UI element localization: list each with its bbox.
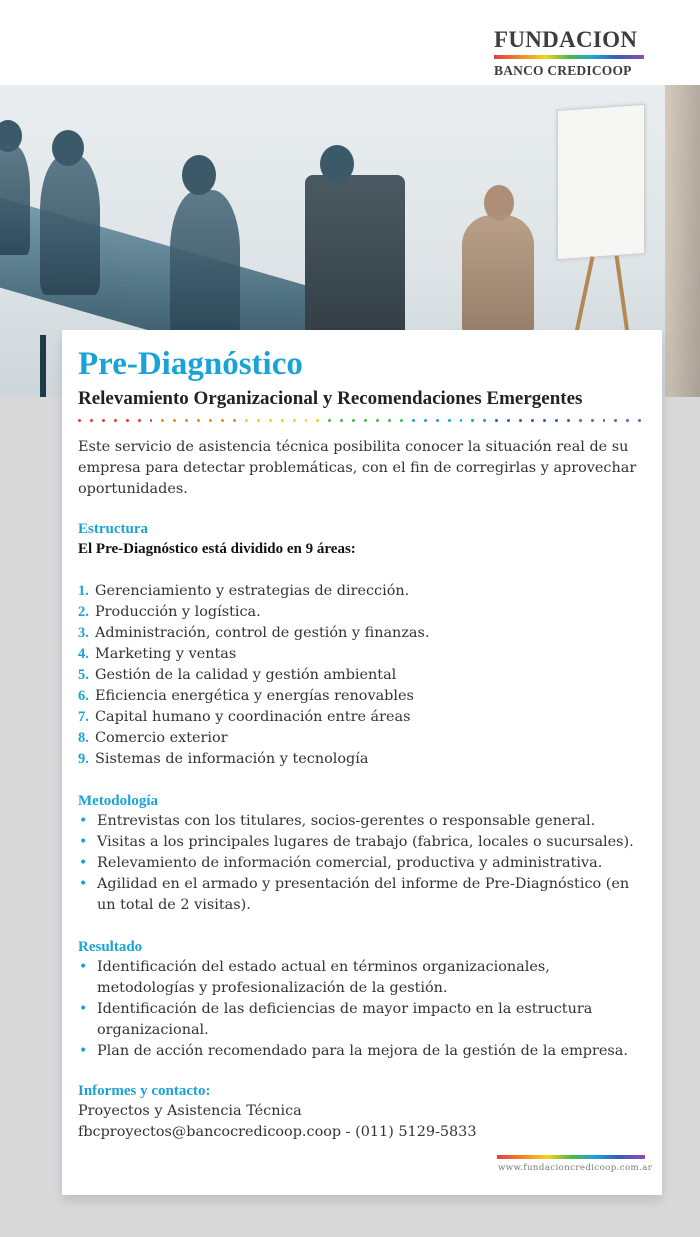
list-item-text: Capital humano y coordinación entre áreas xyxy=(95,709,411,725)
divider-dot xyxy=(185,419,188,422)
list-item-text: Visitas a los principales lugares de trabajo (fabrica, locales o sucursales). xyxy=(97,834,634,850)
divider-dot xyxy=(293,419,296,422)
divider-dot xyxy=(233,419,236,422)
list-item xyxy=(78,728,650,749)
list-item xyxy=(78,1041,650,1062)
divider-dot xyxy=(138,419,141,422)
contact-department: Proyectos y Asistencia Técnica xyxy=(78,1103,302,1119)
list-number: 2. xyxy=(78,604,89,620)
divider-dot xyxy=(388,419,391,422)
list-item-text: Relevamiento de información comercial, productiva y administrativa. xyxy=(97,855,603,871)
divider-dot xyxy=(257,419,260,422)
list-item-text: Comercio exterior xyxy=(95,730,228,746)
list-item-text: Gestión de la calidad y gestión ambiental xyxy=(95,667,397,683)
list-number: 6. xyxy=(78,688,89,704)
divider-dot xyxy=(412,419,415,422)
divider-dot xyxy=(221,419,224,422)
list-item xyxy=(78,686,650,707)
divider-dot xyxy=(626,419,629,422)
section-heading-metodologia: Metodología xyxy=(78,793,158,809)
divider-dot xyxy=(328,419,331,422)
list-number: 3. xyxy=(78,625,89,641)
bullet: • xyxy=(79,959,88,975)
list-number: 9. xyxy=(78,751,89,767)
divider-dot xyxy=(400,419,403,422)
page-subtitle: Relevamiento Organizacional y Recomendaciones Emergentes xyxy=(78,388,583,409)
metodologia-list xyxy=(78,811,650,916)
list-item xyxy=(78,853,650,874)
divider-dot xyxy=(197,419,200,422)
resultado-list xyxy=(78,957,650,1062)
divider-dot xyxy=(352,419,355,422)
divider-dot xyxy=(281,419,284,422)
list-item-text: Producción y logística. xyxy=(95,604,261,620)
divider-dot xyxy=(579,419,582,422)
divider-dot xyxy=(340,419,343,422)
list-item xyxy=(78,581,650,602)
divider-dot xyxy=(78,419,81,422)
bullet: • xyxy=(79,813,88,829)
list-item xyxy=(78,811,650,832)
divider-dot xyxy=(519,419,522,422)
divider-dot xyxy=(495,419,498,422)
list-item-text: Plan de acción recomendado para la mejora de la gestión de la empresa. xyxy=(97,1043,628,1059)
divider-dot xyxy=(90,419,93,422)
bullet: • xyxy=(79,876,88,892)
list-item xyxy=(78,957,650,999)
list-item-text: Marketing y ventas xyxy=(95,646,237,662)
divider-dot xyxy=(543,419,546,422)
intro-paragraph: Este servicio de asistencia técnica posibilita conocer la situación real de su empresa para detectar problemáticas, con el fin de corregirlas y aprovechar oportunidades. xyxy=(78,439,637,497)
list-item-text: Identificación de las deficiencias de mayor impacto en la estructura organizacional. xyxy=(97,1001,593,1038)
fundacion-logo xyxy=(494,28,644,79)
section-heading-contacto: Informes y contacto: xyxy=(78,1083,211,1099)
list-number: 5. xyxy=(78,667,89,683)
divider-dot xyxy=(507,419,510,422)
logo-subtitle: BANCO CREDICOOP xyxy=(494,63,632,78)
list-number: 8. xyxy=(78,730,89,746)
divider-dot xyxy=(305,419,308,422)
divider-dot xyxy=(150,419,153,422)
list-number: 7. xyxy=(78,709,89,725)
bullet: • xyxy=(79,834,88,850)
list-item xyxy=(78,999,650,1041)
divider-dot xyxy=(161,419,164,422)
contact-email-phone[interactable]: fbcproyectos@bancocredicoop.coop - (011) 5129-5833 xyxy=(78,1124,477,1140)
list-item xyxy=(78,832,650,853)
list-item-text: Entrevistas con los titulares, socios-gerentes o responsable general. xyxy=(97,813,596,829)
section-heading-resultado: Resultado xyxy=(78,939,143,955)
section-heading-estructura: Estructura xyxy=(78,521,148,537)
list-item-text: Gerenciamiento y estrategias de dirección. xyxy=(95,583,410,599)
content-card xyxy=(62,330,662,1195)
divider-dot xyxy=(436,419,439,422)
list-number: 1. xyxy=(78,583,89,599)
list-item-text: Sistemas de información y tecnología xyxy=(95,751,369,767)
divider-dot xyxy=(269,419,272,422)
list-item-text: Administración, control de gestión y finanzas. xyxy=(95,625,430,641)
divider-dot xyxy=(316,419,319,422)
divider-dot xyxy=(614,419,617,422)
list-item xyxy=(78,749,650,770)
list-item xyxy=(78,874,650,916)
page-title: Pre-Diagnóstico xyxy=(78,346,303,382)
bullet: • xyxy=(79,1001,88,1017)
estructura-lead: El Pre-Diagnóstico está dividido en 9 áreas: xyxy=(78,541,356,557)
divider-dot xyxy=(376,419,379,422)
divider-dot xyxy=(448,419,451,422)
divider-dot xyxy=(424,419,427,422)
list-item xyxy=(78,644,650,665)
divider-dot xyxy=(114,419,117,422)
divider-dot xyxy=(471,419,474,422)
divider-dot xyxy=(591,419,594,422)
divider-dot xyxy=(555,419,558,422)
divider-dot xyxy=(460,419,463,422)
logo-name: FUNDACION xyxy=(494,27,638,52)
divider-dot xyxy=(364,419,367,422)
colored-dot-divider xyxy=(78,419,650,423)
areas-list xyxy=(78,581,650,770)
divider-dot xyxy=(173,419,176,422)
list-item-text: Identificación del estado actual en términos organizacionales, metodologías y profesionalización de la gestión. xyxy=(97,959,550,996)
divider-dot xyxy=(567,419,570,422)
list-item xyxy=(78,623,650,644)
list-number: 4. xyxy=(78,646,89,662)
divider-dot xyxy=(126,419,129,422)
divider-dot xyxy=(531,419,534,422)
divider-dot xyxy=(209,419,212,422)
list-item xyxy=(78,707,650,728)
divider-dot xyxy=(638,419,641,422)
divider-dot xyxy=(102,419,105,422)
list-item xyxy=(78,665,650,686)
list-item-text: Eficiencia energética y energías renovables xyxy=(95,688,414,704)
footer-rainbow-bar xyxy=(497,1155,645,1159)
footer-website-link[interactable]: www.fundacioncredicoop.com.ar xyxy=(498,1163,653,1173)
bullet: • xyxy=(79,855,88,871)
divider-dot xyxy=(603,419,606,422)
list-item-text: Agilidad en el armado y presentación del informe de Pre-Diagnóstico (en un total de 2 visitas). xyxy=(97,876,630,913)
divider-dot xyxy=(483,419,486,422)
logo-rainbow-bar xyxy=(494,55,644,59)
divider-dot xyxy=(245,419,248,422)
bullet: • xyxy=(79,1043,88,1059)
list-item xyxy=(78,602,650,623)
